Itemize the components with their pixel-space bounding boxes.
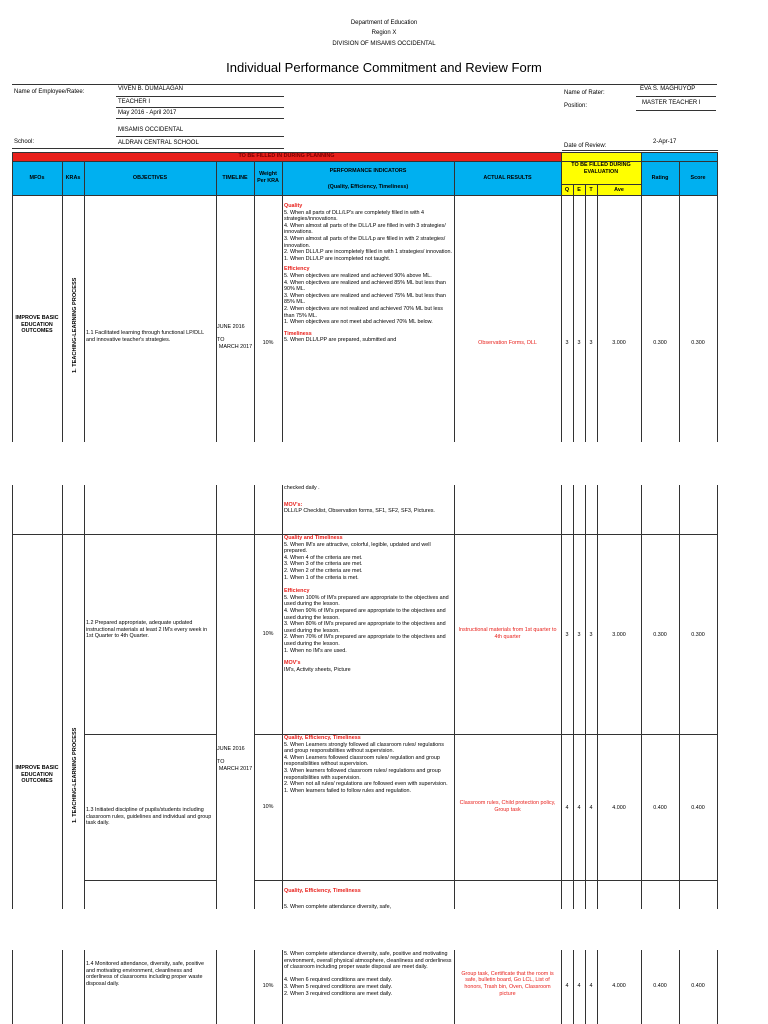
review-date-value: 2-Apr-17 bbox=[653, 139, 677, 145]
q-cell-2: 3 bbox=[565, 631, 569, 638]
e-cell-4: 4 bbox=[577, 982, 581, 989]
q-header: Q bbox=[564, 186, 570, 193]
kra-header: KRAs bbox=[65, 174, 81, 181]
actual-results-cell-3: Classroom rules, Child protection policy, Group task bbox=[459, 800, 556, 813]
division-value: MISAMIS OCCIDENTAL bbox=[118, 127, 184, 133]
weight-cell-3: 10% bbox=[262, 803, 274, 810]
e-cell-3: 4 bbox=[577, 804, 581, 811]
ave-cell-2: 3.000 bbox=[612, 631, 626, 638]
timeline-cell-2: JUNE 2016 TO MARCH 2017 bbox=[217, 746, 253, 772]
q-cell-3: 4 bbox=[565, 804, 569, 811]
rating-cell-4: 0.400 bbox=[653, 982, 667, 989]
e-cell: 3 bbox=[577, 339, 581, 346]
t-cell: 3 bbox=[589, 339, 593, 346]
q-cell-4: 4 bbox=[565, 982, 569, 989]
score-cell-4: 0.400 bbox=[691, 982, 705, 989]
score-cell-3: 0.400 bbox=[691, 804, 705, 811]
actual-results-cell-4: Group task, Certificate that the room is safe, bulletin board, Go LCL, List of honors, Trash bin, Oven, Classroom picture bbox=[461, 970, 554, 997]
school-label: School: bbox=[14, 139, 35, 145]
review-period-value: May 2016 - April 2017 bbox=[118, 110, 177, 116]
weight-cell-2: 10% bbox=[262, 630, 274, 637]
rating-cell: 0.300 bbox=[653, 339, 667, 346]
objective-cell: 1.1 Facilitated learning through functional LP/DLL and innovative teacher's strategies. bbox=[86, 330, 204, 343]
evaluation-header: TO BE FILLED DURING EVALUATION bbox=[571, 162, 631, 175]
indicators-cell-4: 5. When complete attendance diversity, safe, positive and motivating environment, overall physical atmosphere, cleanliness and orderliness of classroom including proper waste disposal are meet daily. 4. When 6 required conditions are meet daily. 3. When 5 required conditions are meet daily. 2. When 3 required conditions are meet daily. bbox=[284, 951, 452, 997]
q-cell: 3 bbox=[565, 339, 569, 346]
objective-cell-2: 1.2 Prepared appropriate, adequate updated instructional materials at least 2 IM's every week in 1st Quarter to 4th Quarter. bbox=[86, 620, 208, 640]
mfo-cell-2: IMPROVE BASIC EDUCATION OUTCOMES bbox=[15, 765, 59, 785]
t-cell-2: 3 bbox=[589, 631, 593, 638]
score-header: Score bbox=[690, 174, 706, 181]
weight-cell-4: 10% bbox=[262, 982, 274, 989]
objective-cell-4: 1.4 Monitored attendance, diversity, safe, positive and motivating environment, cleanliness and orderliness of classrooms including proper waste disposal daily. bbox=[86, 961, 204, 987]
employee-position-value: TEACHER I bbox=[118, 99, 151, 105]
review-date-label: Date of Review: bbox=[564, 143, 607, 149]
employee-name-value: VIVEN B. DUMALAGAN bbox=[118, 86, 184, 92]
rater-position-label: Position: bbox=[564, 103, 588, 109]
t-header: T bbox=[589, 186, 593, 193]
indicators-cell: Quality 5. When all parts of DLL/LP's are completely filled in with 4 strategies/innovations. 4. When almost all parts of the DLL/LP are filled in with 3 strategies/ innovations. 3. When almost all parts of the DLL/Lp are filled in with 2 strategies/ innovation. 2. When DLL/LP are incompletely filled in with 1 strategies/ innovation. 1. When DLL/LP are incompleted not taught. Efficiency 5. When objectives are realized and achieved 90% above ML. 4. When objectives are realized and achieved 85% ML but less than 90% ML. 3. When objectives are realized and achieved 75% ML but less than 85% ML. 2. When objectives are not realized and achieved 70% ML but less than 75% ML. 1. When objectives are not meet abd achieved 70% ML below. Timeliness 5. When DLL/LPP are prepared, submitted and bbox=[284, 203, 452, 344]
rater-name-value: EVA S. MAGHUYOP bbox=[640, 86, 696, 92]
rater-position-value: MASTER TEACHER I bbox=[642, 100, 701, 106]
timeline-cell: JUNE 2016 TO MARCH 2017 bbox=[217, 324, 253, 350]
rating-header: Rating bbox=[651, 174, 669, 181]
score-cell: 0.300 bbox=[691, 339, 705, 346]
indicators-cell-4-cut: 5. When complete attendance diversity, safe, bbox=[284, 904, 392, 910]
indicators-cell-2: Quality and Timeliness 5. When IM's are attractive, colorful, legible, updated and well prepared. 4. When 4 of the criteria are met. 3. When 3 of the criteria are met. 2. When 2 of the criteria are met. 1. When 1 of the criteria is met. Efficiency 5. When 100% of IM's prepared are appropriate to the objectives and used during the lesson. 4. When 90% of IM's prepared are appropriate to the objectives and used during the lesson. 3. When 80% of IM's prepared are appropriate to the objectives and used during the lesson. 2. When 70% of IM's prepared are appropriate to the objectives and used during the lesson. 1. When no IM's are used. MOV's IM's, Activity sheets, Picture bbox=[284, 535, 449, 673]
indicators-subheader: (Quality, Efficiency, Timeliness) bbox=[327, 183, 409, 190]
mfo-header: MFOs bbox=[29, 174, 45, 181]
indicators-cell-3: Quality, Efficiency, Timeliness 5. When Learners strongly followed all classroom rules/ regulations and group responsibilities without supervision. 4. When Learners followed classroom rules/ regulation and group responsibilities without supervision. 3. When learners followed classroom rules/ regulations and group responsibilities with supervision. 2. When not all rules/ regulations are followed even with supervision. 1. When learners failed to follow rules and regulation. bbox=[284, 735, 448, 794]
page-title: Individual Performance Commitment and Review Form bbox=[226, 60, 542, 75]
mfo-cell: IMPROVE BASIC EDUCATION OUTCOMES bbox=[15, 315, 59, 335]
score-cell-2: 0.300 bbox=[691, 631, 705, 638]
t-cell-4: 4 bbox=[589, 982, 593, 989]
school-value: ALDRAN CENTRAL SCHOOL bbox=[118, 140, 199, 146]
weight-header: Weight Per KRA bbox=[257, 171, 279, 184]
region-name: Region X bbox=[371, 30, 397, 36]
division-name: DIVISION OF MISAMIS OCCIDENTAL bbox=[332, 41, 436, 47]
ave-cell-3: 4.000 bbox=[612, 804, 626, 811]
e-cell-2: 3 bbox=[577, 631, 581, 638]
indicators-cell-4-header: Quality, Efficiency, Timeliness bbox=[284, 888, 361, 894]
kra-cell: 1. TEACHING-LEARNING PROCESS bbox=[72, 277, 78, 373]
timeline-header: TIMELINE bbox=[222, 174, 248, 181]
planning-banner: TO BE FILLED IN DURING PLANNING bbox=[12, 152, 561, 161]
ave-header: Ave bbox=[614, 186, 624, 193]
employee-name-label: Name of Employee/Ratee: bbox=[14, 89, 85, 95]
e-header: E bbox=[577, 186, 581, 193]
t-cell-3: 4 bbox=[589, 804, 593, 811]
actual-results-cell: Observation Forms, DLL bbox=[478, 339, 537, 346]
indicators-header: PERFORMANCE INDICATORS bbox=[329, 167, 407, 174]
actual-results-header: ACTUAL RESULTS bbox=[483, 174, 532, 181]
rater-name-label: Name of Rater: bbox=[564, 90, 605, 96]
indicators-cell-continued: checked daily . MOV's: DLL/LP Checklist, Observation forms, SF1, SF2, SF3, Pictures. bbox=[284, 485, 435, 515]
objective-cell-3: 1.3 Initiated discipline of pupils/students including classroom rules, guidelines and individual and group task daily. bbox=[86, 807, 212, 827]
rating-cell-2: 0.300 bbox=[653, 631, 667, 638]
ave-cell-4: 4.000 bbox=[612, 982, 626, 989]
kra-cell-2: 1. TEACHING-LEARNING PROCESS bbox=[72, 727, 78, 823]
ave-cell: 3.000 bbox=[612, 339, 626, 346]
weight-cell: 10% bbox=[262, 339, 274, 346]
objectives-header: OBJECTIVES bbox=[132, 174, 168, 181]
rating-cell-3: 0.400 bbox=[653, 804, 667, 811]
actual-results-cell-2: Instructional materials from 1st quarter to 4th quarter bbox=[458, 627, 557, 640]
dept-name: Department of Education bbox=[350, 20, 418, 26]
